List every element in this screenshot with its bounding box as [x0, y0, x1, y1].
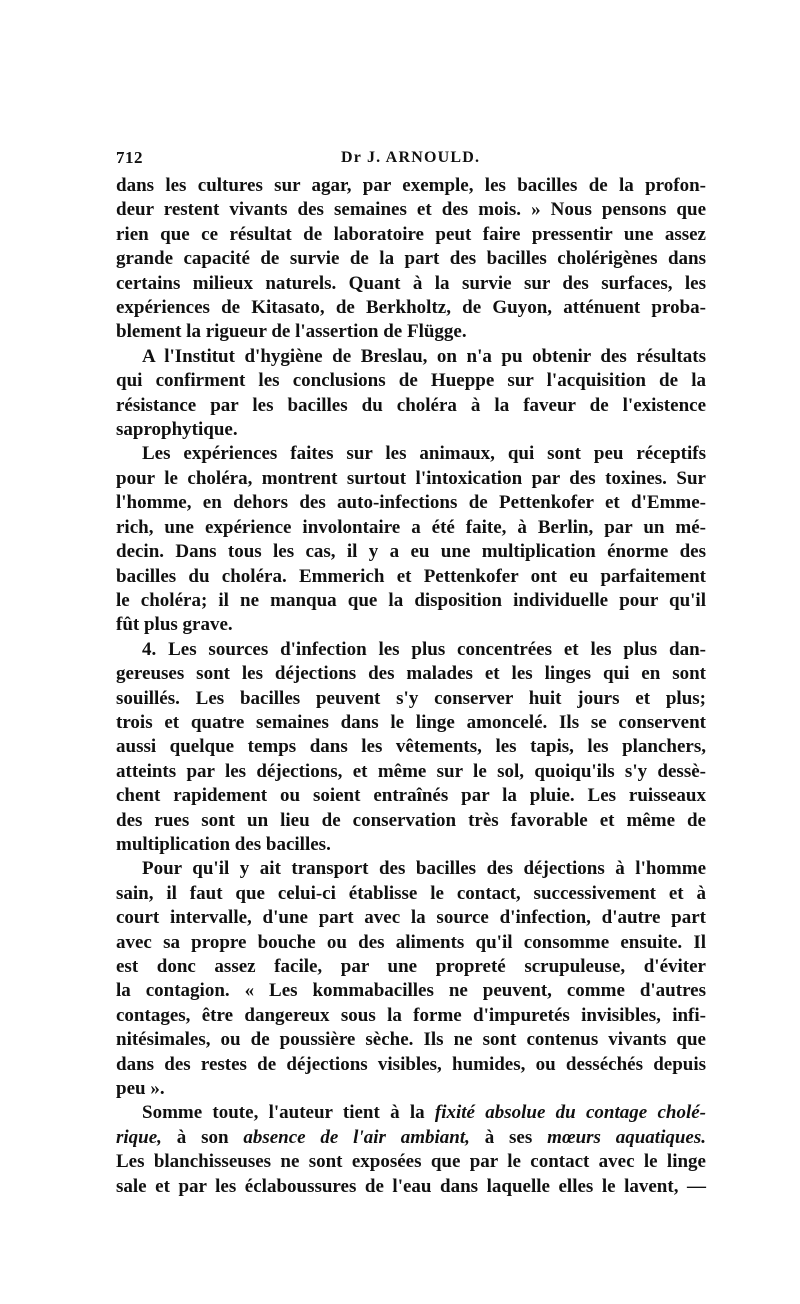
- book-page: [116, 140, 706, 1199]
- text-line: decin. Dans tous les cas, il y a eu une multiplication énorme des: [116, 541, 706, 563]
- text-line: peu ».: [116, 1078, 165, 1100]
- italic-run: rique,: [116, 1126, 162, 1148]
- text-line: l'homme, en dehors des auto-infections de Pettenkofer et d'Emme-: [116, 492, 706, 514]
- italic-run: mœurs aquatiques.: [547, 1126, 707, 1148]
- text-line: qui confirment les conclusions de Hueppe sur l'acquisition de la: [116, 370, 706, 392]
- running-head: [116, 140, 706, 174]
- text-line: souillés. Les bacilles peuvent s'y conserver huit jours et plus;: [116, 687, 706, 709]
- paragraph-experiences: [116, 442, 706, 637]
- text-line: court intervalle, d'une part avec la source d'infection, d'autre part: [116, 907, 706, 929]
- text-line: avec sa propre bouche ou des aliments qu'il consomme ensuite. Il: [116, 931, 706, 953]
- text-line: dans des restes de déjections visibles, humides, ou desséchés depuis: [116, 1053, 706, 1075]
- text-line: rich, une expérience involontaire a été faite, à Berlin, par un mé-: [116, 516, 706, 538]
- paragraph-conclusion: [116, 1101, 706, 1199]
- text-line: bacilles du choléra. Emmerich et Pettenkofer ont eu parfaitement: [116, 565, 706, 587]
- paragraph-breslau: [116, 345, 706, 443]
- text-line: fût plus grave.: [116, 614, 233, 636]
- italic-run: absence de l'air ambiant,: [243, 1126, 470, 1148]
- text-run: à ses: [469, 1126, 548, 1148]
- text-line: Pour qu'il y ait transport des bacilles des déjections à l'homme: [142, 858, 706, 880]
- text-line: Les blanchisseuses ne sont exposées que par le contact avec le linge: [116, 1151, 706, 1173]
- text-line: saprophytique.: [116, 419, 238, 441]
- text-line: le choléra; il ne manqua que la disposition individuelle pour qu'il: [116, 589, 706, 611]
- text-line: sale et par les éclaboussures de l'eau dans laquelle elles le lavent, —: [116, 1175, 706, 1197]
- text-line: certains milieux naturels. Quant à la survie sur des surfaces, les: [116, 272, 706, 294]
- text-line: deur restent vivants des semaines et des mois. » Nous pensons que: [116, 199, 706, 221]
- text-line: rien que ce résultat de laboratoire peut faire pressentir une assez: [116, 223, 706, 245]
- text-line: est donc assez facile, par une propreté scrupuleuse, d'éviter: [116, 956, 706, 977]
- text-line: aussi quelque temps dans les vêtements, les tapis, les planchers,: [116, 736, 706, 758]
- italic-run: fixité absolue du contage cholé-: [434, 1102, 706, 1124]
- text-line: sain, il faut que celui-ci établisse le contact, successivement et à: [116, 882, 706, 904]
- text-line: nitésimales, ou de poussière sèche. Ils ne sont contenus vivants que: [116, 1029, 706, 1051]
- text-line: résistance par les bacilles du choléra à la faveur de l'existence: [116, 394, 706, 416]
- body-text: [116, 174, 706, 1199]
- text-line: grande capacité de survie de la part des bacilles cholérigènes dans: [116, 248, 706, 270]
- running-title: Dr J. ARNOULD.: [341, 149, 481, 166]
- text-line: gereuses sont les déjections des malades et les linges qui en sont: [116, 663, 706, 685]
- text-line: multiplication des bacilles.: [116, 833, 331, 855]
- page-number: 712: [116, 148, 143, 167]
- text-line: trois et quatre semaines dans le linge amoncelé. Ils se conservent: [116, 711, 706, 733]
- text-line: [116, 1101, 706, 1125]
- paragraph-sources-infection: [116, 638, 706, 858]
- text-line: pour le choléra, montrent surtout l'intoxication par des toxines. Sur: [116, 467, 706, 489]
- text-line: [116, 1126, 706, 1150]
- text-line: Les expériences faites sur les animaux, qui sont peu réceptifs: [142, 443, 706, 465]
- paragraph-transport: [116, 857, 706, 1101]
- text-line: contages, être dangereux sous la forme d'impuretés invisibles, infi-: [116, 1004, 706, 1026]
- text-run: à son: [161, 1126, 244, 1148]
- text-line: atteints par les déjections, et même sur le sol, quoiqu'ils s'y dessè-: [116, 760, 706, 782]
- text-line: la contagion. « Les kommabacilles ne peuvent, comme d'autres: [116, 980, 706, 1002]
- text-line: chent rapidement ou soient entraînés par la pluie. Les ruisseaux: [116, 785, 706, 807]
- text-line: A l'Institut d'hygiène de Breslau, on n'a pu obtenir des résultats: [142, 345, 706, 367]
- text-line: des rues sont un lieu de conservation très favorable et même de: [116, 809, 706, 831]
- text-run: Somme toute, l'auteur tient à la: [142, 1102, 435, 1124]
- text-line: 4. Les sources d'infection les plus concentrées et les plus dan-: [142, 638, 706, 660]
- text-line: blement la rigueur de l'assertion de Flügge.: [116, 321, 467, 343]
- text-line: dans les cultures sur agar, par exemple, les bacilles de la profon-: [116, 175, 706, 196]
- text-line: expériences de Kitasato, de Berkholtz, de Guyon, atténuent proba-: [116, 297, 706, 319]
- paragraph-continuation: [116, 174, 706, 345]
